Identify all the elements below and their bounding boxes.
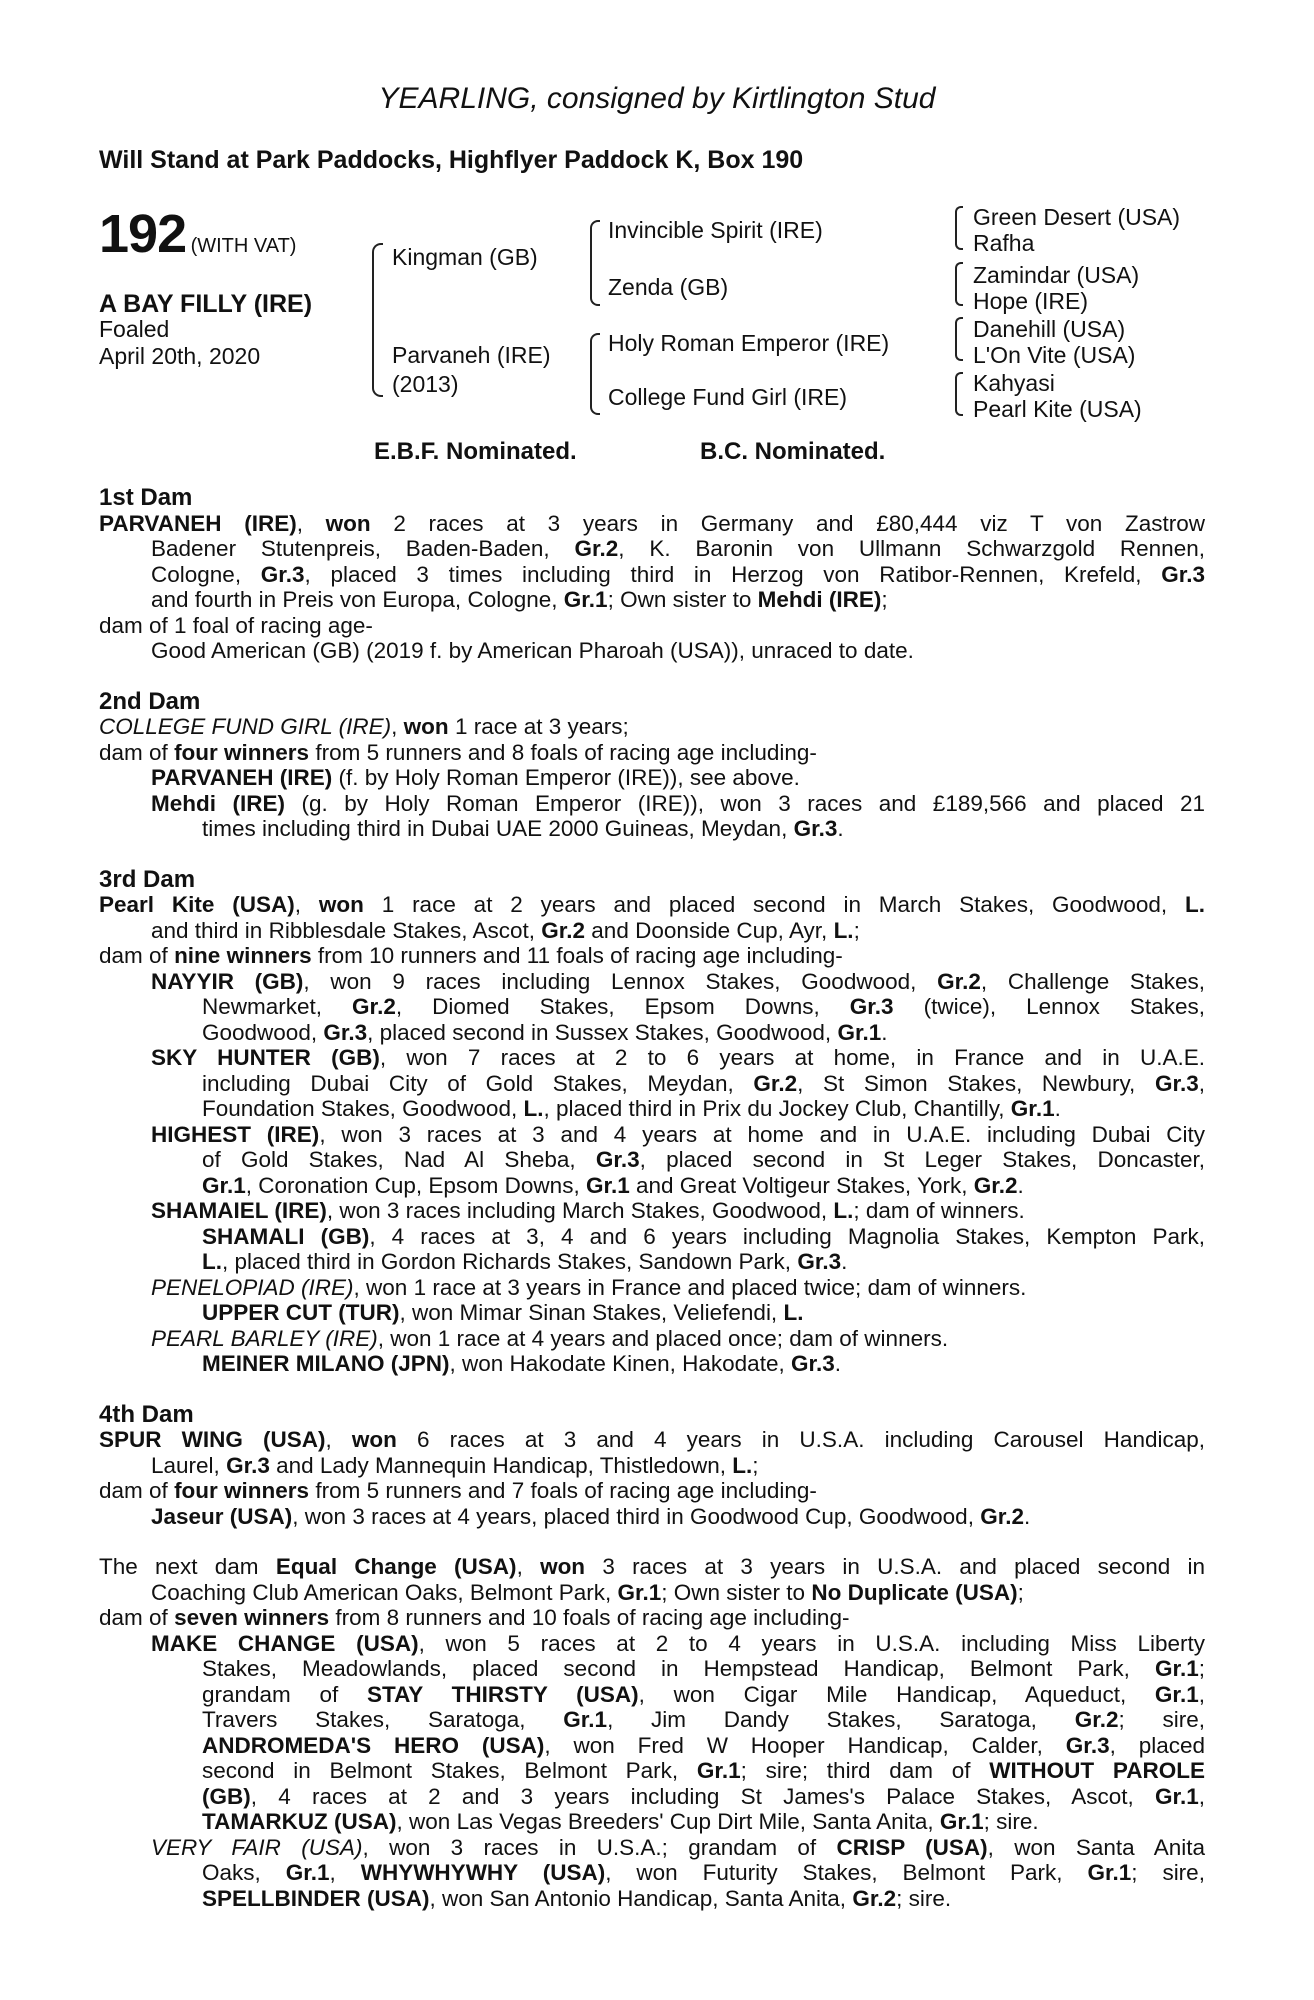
race-text: , placed — [1109, 1732, 1205, 1758]
race-text: (g. by Holy Roman Emperor (IRE)), won 3 races and £189,566 and placed 21 — [301, 790, 1205, 816]
fourth-dam-line — [99, 1453, 1205, 1479]
race-text: , St Simon Stakes, Newbury, — [797, 1070, 1136, 1096]
won-label: won — [325, 510, 371, 536]
grade-label: Gr.1 — [939, 1809, 984, 1834]
winners-count: four winners — [174, 739, 310, 765]
produce-line — [99, 1122, 1205, 1148]
race-text: dam of — [99, 739, 168, 765]
grade-label: Gr.1 — [1154, 1681, 1199, 1707]
race-text: , won 1 race at 4 years and placed once; dam of winners. — [377, 1325, 949, 1351]
race-text: , won 3 races including March Stakes, Goodwood, — [326, 1198, 828, 1223]
produce-record — [99, 485, 1205, 1911]
race-text: ; — [881, 587, 888, 612]
race-text: , — [1198, 1681, 1205, 1707]
race-text: and Doonside Cup, Ayr, — [591, 917, 828, 943]
race-text: ; sire; third dam of — [740, 1758, 971, 1783]
pedigree-gg5: Danehill (USA) — [973, 316, 1126, 342]
race-text: Stakes, Meadowlands, placed second in Hempstead Handicap, Belmont Park, — [202, 1656, 1130, 1681]
horse-name: A BAY FILLY (IRE) — [99, 290, 313, 318]
produce-line — [99, 1173, 1205, 1199]
pedigree-sire: Kingman (GB) — [392, 244, 538, 270]
grade-label: Gr.1 — [837, 1019, 882, 1045]
grade-label: Gr.1 — [1154, 1656, 1199, 1681]
race-text: , placed third in Prix du Jockey Club, Chantilly, — [543, 1096, 1005, 1121]
produce-line — [99, 1733, 1205, 1759]
produce-line — [99, 1300, 1205, 1326]
bc-nomination: B.C. Nominated. — [700, 438, 886, 465]
race-text: , — [391, 714, 398, 739]
race-text: ; sire, — [1131, 1860, 1205, 1885]
produce-line — [99, 1275, 1205, 1301]
race-text: 3 races at 3 years in U.S.A. and placed second in — [602, 1554, 1205, 1579]
second-dam-line — [99, 816, 1205, 842]
pedigree-gg3: Zamindar (USA) — [973, 262, 1140, 288]
pedigree-gg7: Kahyasi — [973, 370, 1055, 396]
grade-label: Gr.2 — [352, 994, 396, 1019]
grade-label: L. — [783, 1300, 804, 1325]
fourth-dam-line: SPUR WING (USA), won 6 races at 3 and 4 years in U.S.A. including Carousel Handicap, — [99, 1427, 1205, 1452]
won-label: won — [403, 714, 449, 739]
second-dam-name: COLLEGE FUND GIRL (IRE) — [99, 714, 392, 739]
grade-label: Gr.3 — [323, 1019, 368, 1045]
produce-line — [99, 1224, 1205, 1250]
race-text: Foundation Stakes, Goodwood, — [202, 1096, 518, 1121]
race-text: from 5 runners and 7 foals of racing age including- — [315, 1478, 817, 1503]
foaled-date: April 20th, 2020 — [99, 343, 261, 369]
grade-label: Gr.1 — [202, 1172, 246, 1198]
produce-line — [99, 969, 1205, 995]
grade-label: Gr.1 — [585, 1172, 630, 1198]
grade-label: Gr.2 — [1074, 1707, 1119, 1732]
horse-name-italic: PEARL BARLEY (IRE) — [151, 1325, 378, 1351]
produce-line — [99, 1045, 1205, 1071]
produce-line — [99, 994, 1205, 1020]
first-dam-line — [99, 562, 1205, 588]
race-text: Laurel, — [151, 1452, 220, 1478]
first-dam-line — [99, 536, 1205, 562]
third-dam-name: Pearl Kite (USA) — [99, 892, 295, 917]
pedigree-brace-sire — [590, 220, 600, 306]
race-text: ; Own sister to — [607, 587, 752, 612]
race-text: , won 3 races in U.S.A.; grandam of — [362, 1834, 817, 1860]
pedigree-gg4: Hope (IRE) — [973, 288, 1089, 314]
horse-name-bold: HIGHEST (IRE) — [151, 1121, 320, 1147]
race-text: ; — [853, 917, 860, 943]
produce-line — [99, 1198, 1205, 1224]
first-dam-line — [99, 587, 1205, 613]
produce-line — [99, 1071, 1205, 1097]
race-text: Oaks, — [202, 1860, 261, 1885]
horse-name-bold: Mehdi (IRE) — [757, 587, 882, 612]
fourth-dam-name: SPUR WING (USA) — [99, 1427, 326, 1452]
produce-line — [99, 1707, 1205, 1733]
horse-name-bold: PARVANEH (IRE) — [151, 765, 333, 790]
race-text: , placed 3 times including third in Herzog von Ratibor-Rennen, Krefeld, — [304, 561, 1142, 587]
pedigree-brace-main — [372, 243, 383, 397]
race-text: Cologne, — [151, 561, 242, 587]
race-text: dam of — [99, 1605, 168, 1630]
third-dam-line — [99, 943, 1205, 969]
section-gap — [99, 1529, 1205, 1554]
first-dam-name: PARVANEH (IRE) — [99, 510, 297, 536]
winners-count: nine winners — [174, 943, 312, 968]
horse-name-italic: PENELOPIAD (IRE) — [151, 1274, 354, 1300]
pedigree-brace-g3 — [955, 317, 963, 361]
lot-number: 192 — [99, 204, 187, 264]
race-text: , won 5 races at 2 to 4 years in U.S.A. including Miss Liberty — [418, 1630, 1205, 1656]
grade-label: Gr.3 — [793, 816, 838, 841]
race-text: ; — [1017, 1579, 1024, 1605]
race-text: , — [1198, 1783, 1205, 1809]
pedigree-brace-g2 — [955, 262, 963, 306]
horse-name-bold: Mehdi (IRE) — [151, 790, 285, 816]
won-label: won — [540, 1554, 586, 1579]
next-dam-line — [99, 1580, 1205, 1606]
pedigree-dam-sire: Holy Roman Emperor (IRE) — [608, 330, 890, 356]
race-text: , Coronation Cup, Epsom Downs, — [245, 1172, 580, 1198]
grade-label: Gr.1 — [696, 1758, 741, 1783]
race-text: , won 1 race at 3 years in France and placed twice; dam of winners. — [353, 1274, 1027, 1300]
produce-line — [99, 1096, 1205, 1122]
third-dam-title: 3rd Dam — [99, 865, 196, 893]
race-text: , won 7 races at 2 to 6 years at home, in France and in U.A.E. — [379, 1045, 1206, 1070]
grade-label: Gr.3 — [797, 1249, 842, 1274]
horse-name-bold: STAY THIRSTY (USA) — [367, 1681, 639, 1707]
race-text: , placed second in Sussex Stakes, Goodwood, — [367, 1019, 832, 1045]
race-text: The next dam — [99, 1554, 259, 1579]
race-text: 1 race at 2 years and placed second in March Stakes, Goodwood, — [381, 892, 1168, 917]
race-text: ; Own sister to — [661, 1579, 806, 1605]
race-text: and Lady Mannequin Handicap, Thistledown, — [276, 1452, 726, 1478]
race-text: of Gold Stakes, Nad Al Sheba, — [202, 1147, 576, 1172]
produce-line — [99, 1020, 1205, 1046]
grade-label: L. — [833, 917, 854, 943]
grade-label: Gr.2 — [937, 968, 981, 994]
second-dam-line — [99, 765, 1205, 791]
race-text: 6 races at 3 and 4 years in U.S.A. including Carousel Handicap, — [417, 1427, 1205, 1452]
grade-label: Gr.3 — [1065, 1732, 1110, 1758]
race-text: . — [1017, 1172, 1024, 1198]
next-dam-line: The next dam Equal Change (USA), won 3 races at 3 years in U.S.A. and placed second in — [99, 1554, 1205, 1579]
grade-label: Gr.2 — [574, 536, 619, 561]
third-dam-line: Pearl Kite (USA), won 1 race at 2 years and placed second in March Stakes, Goodwood, L. — [99, 892, 1205, 917]
horse-name-bold: UPPER CUT (TUR) — [202, 1300, 400, 1325]
race-text: second in Belmont Stakes, Belmont Park, — [202, 1758, 679, 1783]
pedigree-dam-dam: College Fund Girl (IRE) — [608, 384, 848, 410]
race-text: . — [1024, 1503, 1031, 1529]
second-dam-line — [99, 740, 1205, 766]
race-text: , won 3 races at 4 years, placed third in Goodwood Cup, Goodwood, — [292, 1503, 974, 1529]
horse-name-bold: WHYWHYWHY (USA) — [360, 1860, 606, 1885]
first-dam-title: 1st Dam — [99, 484, 193, 511]
grade-label: Gr.1 — [563, 587, 608, 612]
grade-label: Gr.1 — [1154, 1783, 1199, 1809]
race-text: , 4 races at 3, 4 and 6 years including Magnolia Stakes, Kempton Park, — [369, 1223, 1205, 1249]
pedigree-gg6: L'On Vite (USA) — [973, 342, 1136, 368]
foaled-label: Foaled — [99, 316, 170, 342]
vat-note: (WITH VAT) — [190, 235, 297, 257]
grade-label: Gr.3 — [1161, 561, 1205, 587]
race-text: , won San Antonio Handicap, Santa Anita, — [429, 1885, 847, 1911]
second-dam-line — [99, 791, 1205, 817]
race-text: and third in Ribblesdale Stakes, Ascot, — [151, 917, 535, 943]
horse-name-bold: MAKE CHANGE (USA) — [151, 1630, 419, 1656]
race-text: ; dam of winners. — [853, 1198, 1025, 1223]
produce-line — [99, 1351, 1205, 1377]
stand-location: Will Stand at Park Paddocks, Highflyer Paddock K, Box 190 — [99, 146, 804, 174]
race-text: including Dubai City of Gold Stakes, Meydan, — [202, 1070, 734, 1096]
horse-name-bold: SHAMALI (GB) — [202, 1223, 370, 1249]
grade-label: L. — [732, 1452, 753, 1478]
race-text: , won Fred W Hooper Handicap, Calder, — [544, 1732, 1043, 1758]
race-text: . — [1054, 1096, 1061, 1121]
grade-label: Gr.3 — [849, 994, 894, 1019]
race-text: ; sire, — [1118, 1707, 1205, 1732]
race-text: 2 races at 3 years in Germany and £80,444 viz T von Zastrow — [393, 510, 1205, 536]
horse-name-bold: ANDROMEDA'S HERO (USA) — [202, 1732, 545, 1758]
produce-line — [99, 1504, 1205, 1530]
grade-label: L. — [1185, 892, 1205, 917]
produce-line — [99, 1682, 1205, 1708]
horse-name-bold: SPELLBINDER (USA) — [202, 1885, 430, 1911]
produce-line — [99, 1326, 1205, 1352]
next-dam-name: Equal Change (USA) — [275, 1554, 517, 1579]
pedigree-brace-g4 — [955, 372, 963, 416]
race-text: , — [329, 1860, 336, 1885]
grade-label: Gr.2 — [541, 917, 586, 943]
race-text: , placed second in St Leger Stakes, Doncaster, — [639, 1147, 1206, 1172]
race-text: Badener Stutenpreis, Baden-Baden, — [151, 536, 550, 561]
horse-name-bold: SHAMAIEL (IRE) — [151, 1198, 327, 1223]
race-text: , won Santa Anita — [987, 1834, 1205, 1860]
race-text: times including third in Dubai UAE 2000 Guineas, Meydan, — [202, 816, 788, 841]
grade-label: Gr.3 — [260, 561, 305, 587]
foaled-info — [99, 316, 260, 370]
produce-line — [99, 1784, 1205, 1810]
race-text: grandam of — [202, 1681, 339, 1707]
pedigree-gg2: Rafha — [973, 230, 1035, 256]
grade-label: Gr.3 — [226, 1452, 270, 1478]
pedigree-brace-dam — [590, 333, 600, 415]
race-text: , Challenge Stakes, — [980, 968, 1205, 994]
grade-label: Gr.1 — [617, 1579, 662, 1605]
horse-name-bold: TAMARKUZ (USA) — [202, 1809, 397, 1834]
next-dam-line — [99, 1605, 1205, 1631]
pedigree-gg1: Green Desert (USA) — [973, 204, 1181, 230]
race-text: . — [841, 1249, 848, 1274]
race-text: , won Hakodate Kinen, Hakodate, — [449, 1351, 785, 1376]
race-text: , won 9 races including Lennox Stakes, Goodwood, — [303, 968, 917, 994]
race-text: . — [881, 1019, 888, 1045]
produce-line — [99, 1656, 1205, 1682]
grade-label: Gr.2 — [852, 1885, 897, 1911]
race-text: . — [837, 816, 844, 841]
winners-count: four winners — [174, 1478, 310, 1503]
grade-label: Gr.3 — [1154, 1070, 1199, 1096]
fourth-dam-title: 4th Dam — [99, 1400, 194, 1428]
race-text: ; sire. — [896, 1885, 952, 1911]
horse-name-bold: (GB) — [202, 1783, 251, 1809]
pedigree-brace-g1 — [955, 206, 963, 250]
grade-label: Gr.1 — [1010, 1096, 1055, 1121]
race-text: ; sire. — [983, 1809, 1039, 1834]
grade-label: Gr.2 — [753, 1070, 798, 1096]
page-heading: YEARLING, consigned by Kirtlington Stud — [378, 82, 936, 115]
race-text: , 4 races at 2 and 3 years including St James's Palace Stakes, Ascot, — [250, 1783, 1134, 1809]
winners-count: seven winners — [174, 1605, 330, 1630]
race-text: ; — [1198, 1656, 1205, 1681]
race-text: from 10 runners and 11 foals of racing age including- — [317, 943, 843, 968]
race-text: dam of — [99, 943, 168, 968]
third-dam-line — [99, 918, 1205, 944]
race-text: Travers Stakes, Saratoga, — [202, 1707, 526, 1732]
race-text: 1 race at 3 years; — [454, 714, 629, 739]
won-label: won — [351, 1427, 397, 1452]
horse-name-bold: WITHOUT PAROLE — [989, 1758, 1205, 1783]
grade-label: L. — [202, 1249, 222, 1274]
grade-label: Gr.3 — [595, 1147, 640, 1172]
produce-line — [99, 1758, 1205, 1784]
race-text: , won 3 races at 3 and 4 years at home and in U.A.E. including Dubai City — [319, 1121, 1205, 1147]
race-text: , won Cigar Mile Handicap, Aqueduct, — [638, 1681, 1127, 1707]
race-text: (twice), Lennox Stakes, — [923, 994, 1205, 1019]
lot-number-block — [99, 203, 296, 265]
first-dam-foals: dam of 1 foal of racing age- — [99, 612, 373, 638]
race-text: , Jim Dandy Stakes, Saratoga, — [607, 1707, 1037, 1732]
horse-name-bold: MEINER MILANO (JPN) — [202, 1351, 450, 1376]
race-text: ; — [752, 1452, 759, 1478]
won-label: won — [318, 892, 364, 917]
grade-label: Gr.1 — [285, 1860, 330, 1885]
race-text: , K. Baronin von Ullmann Schwarzgold Rennen, — [618, 536, 1205, 561]
race-text: , won Futurity Stakes, Belmont Park, — [605, 1860, 1063, 1885]
horse-name-bold: Jaseur (USA) — [151, 1503, 293, 1529]
race-text: from 8 runners and 10 foals of racing age including- — [335, 1605, 850, 1630]
produce-line — [99, 1835, 1205, 1861]
pedigree-sire-dam: Zenda (GB) — [608, 274, 729, 300]
produce-line — [99, 1147, 1205, 1173]
section-gap — [99, 842, 1205, 867]
first-dam-line: PARVANEH (IRE), won 2 races at 3 years in Germany and £80,444 viz T von Zastrow — [99, 510, 1205, 536]
first-dam-foal: Good American (GB) (2019 f. by American Pharoah (USA)), unraced to date. — [151, 638, 914, 663]
horse-name-bold: CRISP (USA) — [836, 1834, 988, 1860]
second-dam-title: 2nd Dam — [99, 687, 201, 715]
pedigree-dam-year: (2013) — [392, 371, 459, 397]
race-text: Goodwood, — [202, 1019, 318, 1045]
race-text: , won Mimar Sinan Stakes, Veliefendi, — [399, 1300, 778, 1325]
horse-name-italic: VERY FAIR (USA) — [151, 1834, 363, 1860]
grade-label: Gr.1 — [1087, 1860, 1132, 1885]
horse-name-bold: NAYYIR (GB) — [151, 968, 304, 994]
grade-label: Gr.2 — [973, 1172, 1018, 1198]
race-text: , Diomed Stakes, Epsom Downs, — [395, 994, 820, 1019]
second-dam-line — [99, 714, 1205, 740]
pedigree-dam: Parvaneh (IRE) — [392, 342, 551, 368]
grade-label: Gr.1 — [563, 1707, 608, 1732]
race-text: and fourth in Preis von Europa, Cologne, — [151, 587, 558, 612]
grade-label: Gr.2 — [980, 1503, 1024, 1529]
race-text: , placed third in Gordon Richards Stakes, Sandown Park, — [222, 1249, 792, 1274]
race-text: Coaching Club American Oaks, Belmont Park, — [151, 1579, 612, 1605]
race-text: from 5 runners and 8 foals of racing age including- — [315, 739, 817, 765]
grade-label: L. — [523, 1096, 544, 1121]
fourth-dam-line — [99, 1478, 1205, 1504]
produce-line — [99, 1631, 1205, 1657]
horse-name-bold: SKY HUNTER (GB) — [151, 1045, 380, 1070]
pedigree-gg8: Pearl Kite (USA) — [973, 396, 1142, 422]
race-text: , won Las Vegas Breeders' Cup Dirt Mile, Santa Anita, — [396, 1809, 934, 1834]
produce-line — [99, 1886, 1205, 1912]
grade-label: Gr.3 — [790, 1351, 835, 1376]
race-text: dam of — [99, 1478, 168, 1503]
pedigree-sire-sire: Invincible Spirit (IRE) — [608, 217, 823, 243]
horse-name-bold: No Duplicate (USA) — [811, 1579, 1018, 1605]
produce-line — [99, 1809, 1205, 1835]
section-gap — [99, 1377, 1205, 1402]
race-text: . — [834, 1351, 842, 1376]
grade-label: L. — [833, 1198, 854, 1223]
section-gap — [99, 664, 1205, 689]
race-text: and Great Voltigeur Stakes, York, — [636, 1172, 968, 1198]
race-text: , — [1198, 1070, 1205, 1096]
produce-line — [99, 1860, 1205, 1886]
race-text: (f. by Holy Roman Emperor (IRE)), see above. — [338, 765, 800, 790]
produce-line — [99, 1249, 1205, 1275]
ebf-nomination: E.B.F. Nominated. — [374, 438, 577, 465]
race-text: Newmarket, — [202, 994, 323, 1019]
